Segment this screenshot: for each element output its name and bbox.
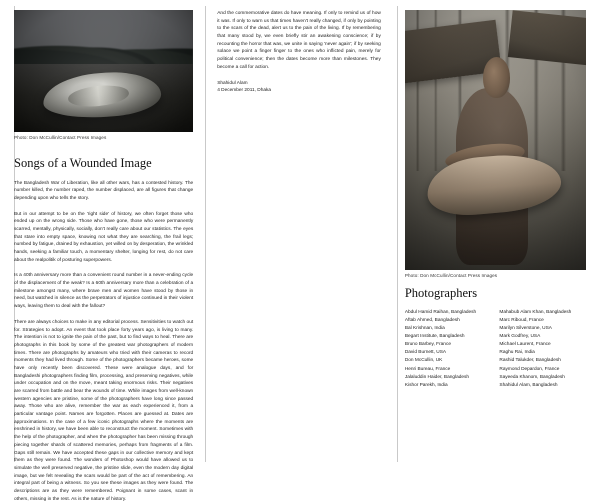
essay-title: Songs of a Wounded Image — [14, 155, 152, 170]
list-item: Marilyn Silverstone, USA — [499, 325, 552, 331]
right-column — [393, 10, 586, 458]
left-column — [14, 10, 205, 502]
essay-signature-date: 4 December 2011, Dhaka — [217, 88, 271, 94]
photo-man-carrying-child — [405, 10, 586, 270]
list-item: Rashid Talukder, Bangladesh — [499, 358, 561, 364]
photo-credit-right: Photo: Don McCullin/Contact Press Images — [404, 272, 498, 278]
essay-paragraph: The Bangladesh War of Liberation, like all other wars, has a contested history. The number killed, the number raped, the number displaced, are all figures that change depending upon who tells the story. — [14, 180, 194, 201]
list-item: Jalaluddin Haider, Bangladesh — [404, 374, 470, 380]
list-item: Raghu Rai, India — [499, 350, 535, 356]
photographers-title: Photographers — [404, 285, 478, 300]
essay-paragraph: But in our attempt to be on the 'right side' of history, we often forget those who ended up on the wrong side. Those who have gone, those who were permanently scarred, mentally, physically, socially, don't really care about our statistics. The eyes that stare into empty space, knowing not what they are searching, the frail legs; numbed by fatigue, drained by exhaustion, yet willed on by desperation, the wrinkled hands, seeking a familiar touch, a momentary shelter, longing for rest, do not care about the realpolitik of posturing superpowers. — [14, 211, 194, 263]
photo-vignette — [14, 10, 193, 132]
list-item: Kishor Parekh, India — [404, 382, 448, 388]
essay-signature-name: Shahidul Alam — [217, 80, 248, 86]
photo-credit-left: Photo: Don McCullin/Contact Press Images — [14, 134, 107, 140]
list-item: Mahabub Alam Khan, Bangladesh — [499, 309, 572, 315]
list-item: Michael Laurent, France — [499, 342, 551, 348]
essay-paragraph: Is a 40th anniversary more than a convenient round number in a never-ending cycle of the displacement of the weak? Is a 60th anniversary more than a celebration of a milestone amongst many, where brave men and women have stood by those in need, but watched in silence as the perpetrators of injustice continued in their violent ways, leaving them to deal with the fallout? — [14, 273, 194, 310]
photographers-column-2 — [499, 309, 586, 391]
list-item: Abdul Hamid Raihan, Bangladesh — [404, 309, 477, 315]
list-item: David Burnett, USA — [404, 350, 447, 356]
list-item: Begart Institute, Bangladesh — [404, 333, 465, 339]
list-item: Bruno Barbey, France — [404, 342, 451, 348]
photographers-list — [405, 309, 586, 391]
middle-column — [205, 10, 393, 458]
photographers-column-1 — [405, 309, 492, 391]
list-item: Marc Riboud, France — [499, 317, 544, 323]
photo-vignette — [405, 10, 586, 270]
list-item: Shahidul Alam, Bangladesh — [499, 382, 558, 388]
list-item: Aftab Ahmed, Bangladesh — [404, 317, 460, 323]
photo-wounded-landscape — [14, 10, 193, 132]
list-item: Sayeeda Khanom, Bangladesh — [499, 374, 565, 380]
list-item: Don McCullin, UK — [404, 358, 443, 364]
list-item: Mark Godfrey, USA — [499, 333, 541, 339]
list-item: Henri Bureau, France — [404, 366, 451, 372]
list-item: Bal Krishnan, India — [404, 325, 445, 331]
list-item: Raymond Depardon, France — [499, 366, 560, 372]
essay-paragraph: And the commemorative dates do have meaning. If only to remind us of how it was. If only to warn us that times haven't really changed, if only by pointing to the scars of the dead, alert us to the pain of the living. If by remembering that many stood by, we even briefly stir an awakening conscience; if by recounting the horror that was, we unite in saying 'never again'; if by seeking solace we point a finger finger to the ones who inflicted pain, merely for political convenience; then the dates become more than milestones. They become a call for action. — [217, 11, 381, 70]
essay-paragraph: There are always choices to make in any editorial process. Sensitivities to watch out for. Strategies to adopt. An event that took place forty years ago, is living to many. The intention is not to ignite the pain of the past, but to find ways to heal. There are photographs in this book by some of the greatest war photographers of modern times. There are photographs by amateurs who tried with their cameras to record moments they had lived through. Some of the photographers became heroes, some have only recently been discovered. These were analogue days, and for Bangladeshi photographers finding film, processing, and preserving negatives, while under occupation and on the move, meant taking enormous risks. Their negatives are scarred from battle and bear the wounds of time. While images from well-known western agencies are pristine, some of the photographers have long since passed away. Those who are alive, remember the war as each experienced it, from a particular vantage point. Names are forgotten. Places are guessed at. Dates are approximations. In the case of a few iconic photographs where the moments are enshrined in history, we have been able to reconstruct the moment. Sometimes with the help of the photographer, and when the photographer has been missing through piecing together shards of scattered memories, perhaps from fragments of a film. Gaps still remain. We have accepted these gaps in our collective memory and kept them as they were found. The wonders of Photoshop would have allowed us to simulate the well preserved negative, the pristine slide, even the modern day digital image, but we felt revealing the scars would be part of the act of remembering. An integral part of being a witness. So you see these images as they were found. The descriptions are as they were remembered. Poignant in some cases, scant in others, missing in the rest. As is the nature of history. — [14, 319, 194, 502]
